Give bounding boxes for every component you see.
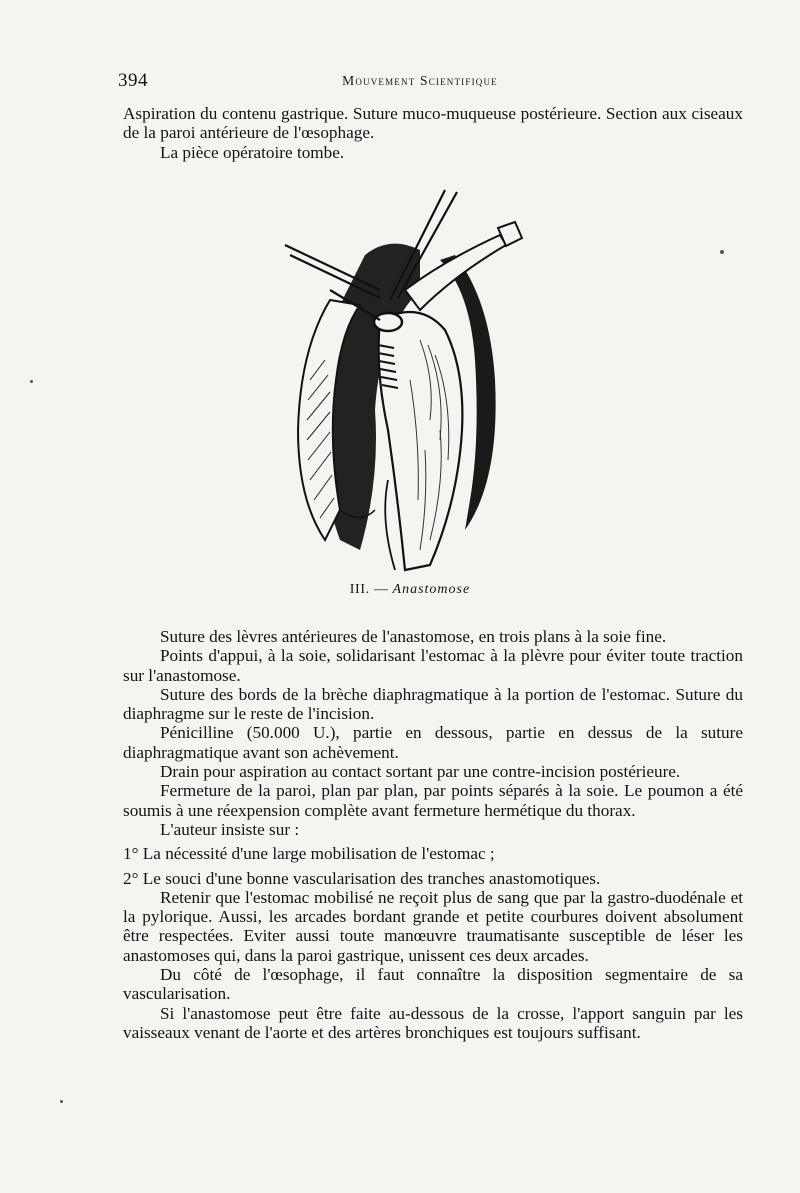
- paragraph-sutures: Suture des lèvres antérieures de l'anastomose, en trois plans à la soie fine.: [160, 627, 667, 646]
- running-title: Mouvement Scientifique: [342, 73, 498, 88]
- paragraph-points: Points d'appui, à la soie, solidarisant l'estomac à la plèvre pour éviter toute traction sur l'anastomose.: [123, 646, 743, 685]
- figure-title: Anastomose: [392, 582, 471, 597]
- anastomosis-illustration: [270, 180, 530, 580]
- print-speck: [720, 250, 724, 254]
- stomach: [379, 312, 463, 570]
- body-text: [123, 627, 743, 1042]
- anastomosis-ring: [374, 313, 402, 331]
- lower-fold: [385, 480, 395, 570]
- list-item-mobilisation: 1° La nécessité d'une large mobilisation de l'estomac ;: [123, 844, 495, 864]
- intro-text: [123, 104, 743, 162]
- caption-dash: —: [373, 582, 389, 597]
- paragraph-crosse: Si l'anastomose peut être faite au-dessous de la crosse, l'apport sanguin par les vaisseaux venant de l'aorte et des artères bronchiques est toujours suffisant.: [123, 1003, 743, 1042]
- oesophagus: [405, 235, 506, 310]
- paragraph-author: L'auteur insiste sur :: [160, 819, 300, 839]
- print-speck: [30, 380, 33, 383]
- paragraph-penicillin: Pénicilline (50.000 U.), partie en dessous, partie en dessus de la suture diaphragmatique avant son achèvement.: [123, 723, 743, 762]
- paragraph-closure: Fermeture de la paroi, plan par plan, par points séparés à la soie. Le poumon a été soumis à une réexpension complète avant fermeture hermétique du thorax.: [123, 781, 743, 820]
- paragraph-drain: Drain pour aspiration au contact sortant par une contre-incision postérieure.: [160, 762, 681, 782]
- paragraph-oesophagus: Du côté de l'œsophage, il faut connaître la disposition segmentaire de sa vascularisation.: [123, 965, 743, 1004]
- paragraph-retain: Retenir que l'estomac mobilisé ne reçoit plus de sang que par la gastro-duodénale et la pylorique. Aussi, les arcades bordant grande et petite courbures doivent absolument être respectées. Eviter aussi toute manœuvre traumatisante susceptible de léser les anastomoses qui, dans la paroi gastrique, unissent ces deux arcades.: [123, 887, 743, 965]
- print-speck: [60, 1100, 63, 1103]
- page-number: 394: [118, 70, 148, 91]
- intro-paragraph-2: La pièce opératoire tombe.: [160, 142, 345, 162]
- list-item-vascularisation: 2° Le souci d'une bonne vascularisation des tranches anastomotiques.: [123, 868, 601, 888]
- figure-label: III.: [349, 582, 370, 597]
- intro-paragraph-1: Aspiration du contenu gastrique. Suture muco-muqueuse postérieure. Section aux ciseaux de la paroi antérieure de l'œsophage.: [123, 104, 743, 143]
- paragraph-diaphragm: Suture des bords de la brèche diaphragmatique à la portion de l'estomac. Suture du diaphragme sur le reste de l'incision.: [123, 684, 743, 724]
- figure-caption: [0, 582, 800, 598]
